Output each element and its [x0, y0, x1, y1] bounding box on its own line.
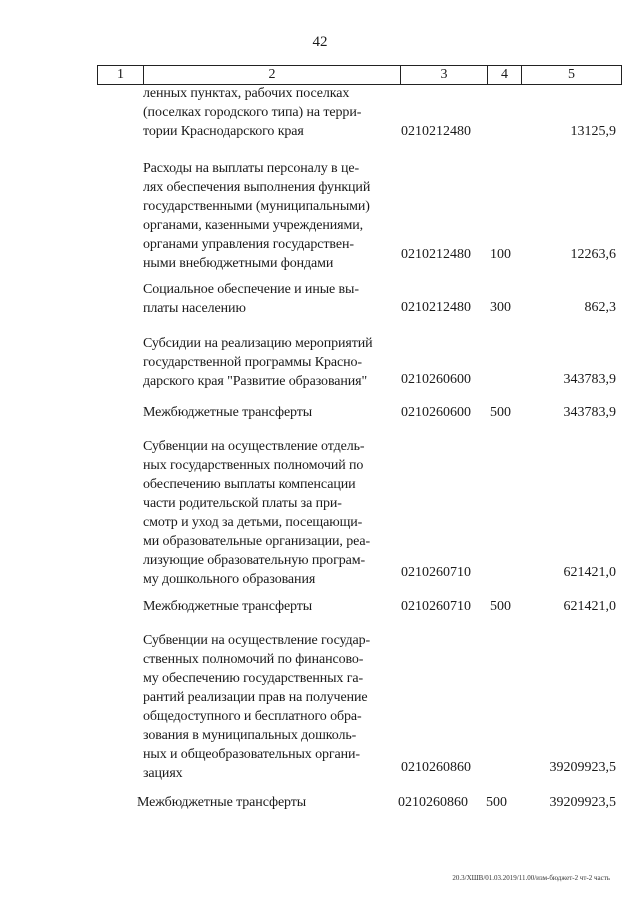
header-col-1: 1 [98, 66, 144, 85]
header-col-2: 2 [144, 66, 401, 85]
row-amount: 39209923,5 [549, 760, 616, 775]
row-description: Расходы на выплаты персоналу в це- лях обеспечения выполнения функций государственными (муниципальными) органами, казенными учреждениями, органами управления государствен- ными внебюджетными фондами [143, 161, 371, 271]
row-amount: 39209923,5 [549, 795, 616, 810]
row-amount: 621421,0 [563, 565, 616, 580]
row-description: Субсидии на реализацию мероприятий государственной программы Красно- дарского края "Развитие образования" [143, 336, 373, 389]
row-amount: 13125,9 [570, 124, 616, 139]
row-description: Межбюджетные трансферты [143, 405, 313, 420]
row-code: 0210212480 [401, 124, 471, 139]
row-expense-type: 500 [490, 405, 511, 420]
row-code: 0210260600 [401, 405, 471, 420]
page-number: 42 [312, 34, 328, 50]
row-expense-type: 100 [490, 247, 511, 262]
row-amount: 12263,6 [570, 247, 616, 262]
row-code: 0210260600 [401, 372, 471, 387]
row-code: 0210212480 [401, 247, 471, 262]
row-amount: 862,3 [584, 300, 616, 315]
row-amount: 621421,0 [563, 599, 616, 614]
row-code: 0210260710 [401, 565, 471, 580]
row-code: 0210260710 [401, 599, 471, 614]
row-code: 0210212480 [401, 300, 471, 315]
row-description: ленных пунктах, рабочих поселках (поселках городского типа) на терри- тории Краснодарского края [143, 86, 362, 139]
row-expense-type: 300 [490, 300, 511, 315]
header-col-3: 3 [401, 66, 488, 85]
row-expense-type: 500 [490, 599, 511, 614]
row-description: Социальное обеспечение и иные вы- платы населению [143, 282, 359, 316]
row-description: Субвенции на осуществление государ- ственных полномочий по финансово- му обеспечению государственных га- рантий реализации прав на получение общедоступного и бесплатного обра- зования в муниципальных дошколь- ных и общеобразовательных органи- зациях [143, 633, 371, 781]
row-description: Межбюджетные трансферты [137, 795, 307, 810]
header-col-4: 4 [488, 66, 522, 85]
row-expense-type: 500 [486, 795, 507, 810]
header-col-5: 5 [522, 66, 622, 85]
row-description: Субвенции на осуществление отдель- ных государственных полномочий по обеспечению выплаты компенсации части родительской платы за при- смотр и уход за детьми, посещающи- ми образовательные организации, реа- лизующие образовательную програм- му дошкольного образования [143, 439, 371, 587]
document-footer-code: 20.3/ХШВ/01.03.2019/11.00/изм-бюджет-2 чт-2 часть [452, 874, 610, 882]
row-description: Межбюджетные трансферты [143, 599, 313, 614]
row-code: 0210260860 [398, 795, 468, 810]
row-amount: 343783,9 [563, 372, 616, 387]
row-code: 0210260860 [401, 760, 471, 775]
row-amount: 343783,9 [563, 405, 616, 420]
